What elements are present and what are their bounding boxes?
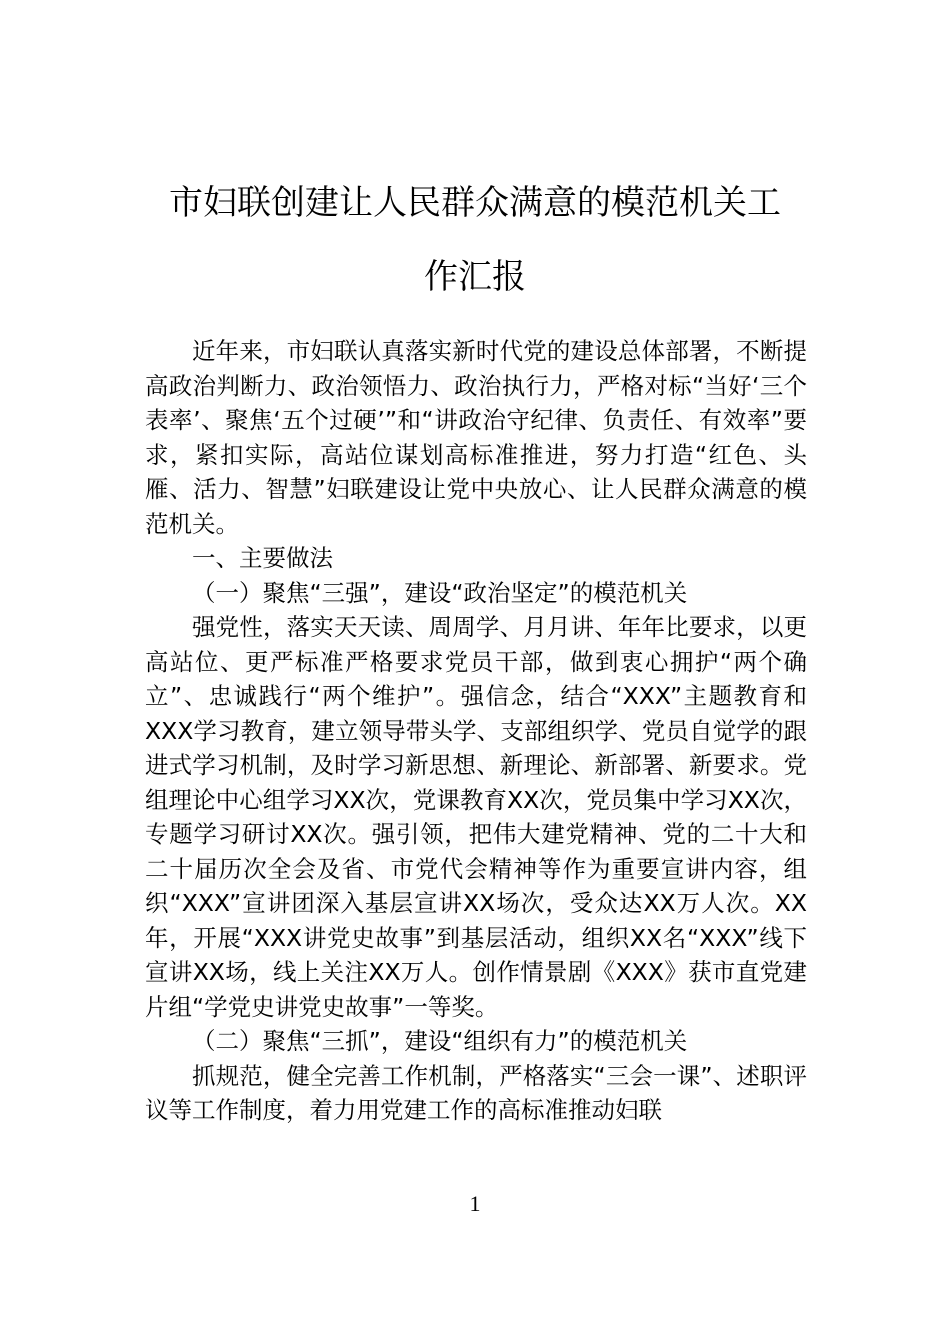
title-line-2: 作汇报: [424, 257, 526, 297]
intro-paragraph: 近年来，市妇联认真落实新时代党的建设总体部署，不断提高政治判断力、政治领悟力、政治执行力，严格对标“当好‘三个表率’、聚焦‘五个过硬’”和“讲政治守纪律、负责任、有效率”要求，紧扣实际，高站位谋划高标准推进，努力打造“红色、头雁、活力、智慧”妇联建设让党中央放心、让人民群众满意的模范机关。: [145, 337, 807, 538]
subheading-2: （二）聚焦“三抓”，建设“组织有力”的模范机关: [192, 1027, 688, 1055]
title-line-1: 市妇联创建让人民群众满意的模范机关工: [169, 183, 781, 223]
page-number: 1: [469, 1191, 481, 1216]
document-title: [145, 166, 805, 314]
subheading-1: （一）聚焦“三强”，建设“政治坚定”的模范机关: [192, 578, 688, 607]
document-body: [145, 334, 807, 1128]
paragraph-political: 强党性，落实天天读、周周学、月月讲、年年比要求，以更高站位、更严标准严格要求党员干部，做到衷心拥护“两个确立”、忠诚践行“两个维护”。强信念，结合“XXX”主题教育和XXX学习教育，建立领导带头学、支部组织学、党员自觉学的跟进式学习机制，及时学习新思想、新理论、新部署、新要求。党组理论中心组学习XX次，党课教育XX次，党员集中学习XX次，专题学习研讨XX次。强引领，把伟大建党精神、党的二十大和二十届历次全会及省、市党代会精神等作为重要宣讲内容，组织“XXX”宣讲团深入基层宣讲XX场次，受众达XX万人次。XX年，开展“XXX讲党史故事”到基层活动，组织XX名“XXX”线下宣讲XX场，线上关注XX万人。创作情景剧《XXX》获市直党建片组“学党史讲党史故事”一等奖。: [145, 613, 807, 1021]
section-heading-main-practices: 一、主要做法: [192, 544, 333, 572]
paragraph-organization: 抓规范，健全完善工作机制，严格落实“三会一课”、述职评议等工作制度，着力用党建工作的高标准推动妇联: [145, 1061, 807, 1124]
